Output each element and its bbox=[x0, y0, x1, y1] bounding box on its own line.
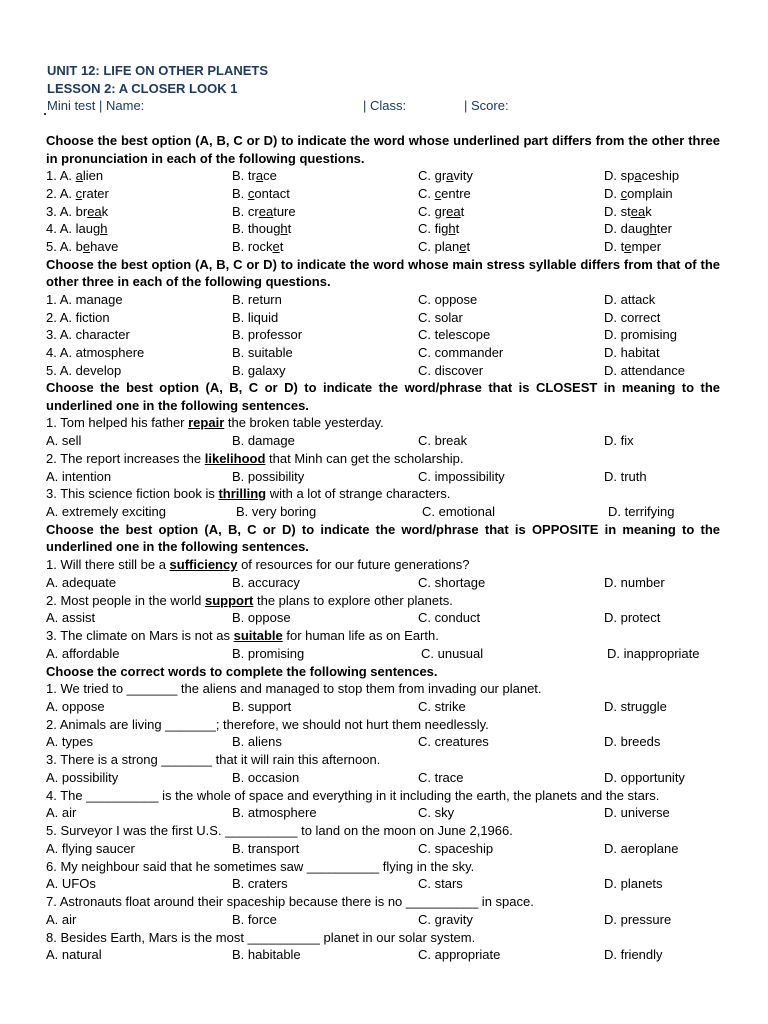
question-stem: 2. Animals are living _______; therefore, we should not hurt them needlessly. bbox=[46, 716, 489, 732]
question-stem: 1. We tried to _______ the aliens and managed to stop them from invading our planet. bbox=[46, 681, 542, 697]
answer-option: D. friendly bbox=[604, 947, 663, 963]
answer-option: D. complain bbox=[604, 185, 673, 201]
answer-option: 1. A. manage bbox=[46, 291, 123, 307]
answer-options-row bbox=[46, 362, 720, 380]
answer-option: A. sell bbox=[46, 433, 82, 449]
answer-option: B. suitable bbox=[232, 344, 293, 360]
answer-options-row bbox=[46, 875, 720, 893]
answer-option: 4. A. atmosphere bbox=[46, 344, 145, 360]
answer-option: A. extremely exciting bbox=[46, 504, 166, 520]
answer-option: D. struggle bbox=[604, 698, 667, 714]
answer-options-row bbox=[46, 946, 720, 964]
answer-option: C. trace bbox=[418, 769, 464, 785]
lesson-title: LESSON 2: A CLOSER LOOK 1 bbox=[47, 81, 238, 96]
answer-option: A. air bbox=[46, 805, 77, 821]
answer-options-row bbox=[46, 733, 720, 751]
answer-option: B. return bbox=[232, 291, 282, 307]
answer-option: D. number bbox=[604, 574, 665, 590]
answer-option: B. damage bbox=[232, 433, 295, 449]
answer-option: D. temper bbox=[604, 238, 662, 254]
answer-option: D. fix bbox=[604, 433, 634, 449]
question-stem: 3. There is a strong _______ that it will rain this afternoon. bbox=[46, 752, 381, 768]
answer-option: C. commander bbox=[418, 344, 504, 360]
answer-options-row bbox=[46, 185, 720, 203]
answer-option: C. gravity bbox=[418, 168, 473, 184]
answer-option: B. force bbox=[232, 911, 277, 927]
answer-option: B. creature bbox=[232, 203, 296, 219]
answer-option: 2. A. fiction bbox=[46, 309, 110, 325]
section-instruction: Choose the best option (A, B, C or D) to indicate the word/phrase that is CLOSEST in meaning to the underlined one in the following sentences. bbox=[46, 380, 720, 413]
answer-option: D. opportunity bbox=[604, 769, 685, 785]
answer-option: B. contact bbox=[232, 185, 290, 201]
answer-option: C. solar bbox=[418, 309, 463, 325]
mini-test-name-label: Mini test | Name: bbox=[47, 98, 145, 113]
answer-option: C. break bbox=[418, 433, 468, 449]
answer-option: 2. A. crater bbox=[46, 185, 109, 201]
answer-option: B. trace bbox=[232, 168, 277, 184]
question-sections bbox=[46, 132, 720, 964]
answer-options-row bbox=[46, 468, 720, 486]
answer-option: A. types bbox=[46, 734, 93, 750]
answer-option: D. correct bbox=[604, 309, 661, 325]
answer-option: C. planet bbox=[418, 238, 471, 254]
answer-option: D. universe bbox=[604, 805, 670, 821]
answer-option: B. support bbox=[232, 698, 292, 714]
answer-option: C. creatures bbox=[418, 734, 489, 750]
answer-option: A. affordable bbox=[46, 645, 120, 661]
answer-option: C. gravity bbox=[418, 911, 473, 927]
answer-option: D. aeroplane bbox=[604, 840, 679, 856]
answer-option: 4. A. laugh bbox=[46, 221, 108, 237]
unit-title: UNIT 12: LIFE ON OTHER PLANETS bbox=[47, 63, 269, 78]
section-instruction: Choose the best option (A, B, C or D) to indicate the word/phrase that is OPPOSITE in meaning to the underlined one in the following sentences. bbox=[46, 521, 720, 555]
answer-option: D. planets bbox=[604, 876, 663, 892]
answer-option: D. truth bbox=[604, 468, 647, 484]
answer-option: D. pressure bbox=[604, 911, 672, 927]
answer-options-row bbox=[46, 432, 720, 450]
section-instruction: Choose the best option (A, B, C or D) to indicate the word whose underlined part differs from the other three in pronunciation in each of the following questions. bbox=[46, 133, 720, 166]
answer-option: D. habitat bbox=[604, 344, 660, 360]
answer-option: 3. A. character bbox=[46, 327, 130, 343]
answer-option: A. flying saucer bbox=[46, 840, 135, 856]
answer-option: B. liquid bbox=[232, 309, 279, 325]
answer-option: D. steak bbox=[604, 203, 652, 219]
answer-options-row bbox=[46, 574, 720, 592]
answer-option: C. shortage bbox=[418, 574, 486, 590]
answer-option: D. daughter bbox=[604, 221, 672, 237]
answer-option: C. discover bbox=[418, 362, 484, 378]
question-stem: 6. My neighbour said that he sometimes saw __________ flying in the sky. bbox=[46, 858, 475, 874]
score-label: | Score: bbox=[464, 98, 509, 113]
answer-option: B. aliens bbox=[232, 734, 282, 750]
answer-option: C. stars bbox=[418, 876, 463, 892]
answer-options-row bbox=[46, 911, 720, 929]
cursor-mark bbox=[44, 113, 46, 115]
answer-options-row bbox=[46, 645, 720, 663]
question-stem: 3. This science fiction book is thrilling with a lot of strange characters. bbox=[46, 486, 451, 502]
answer-option: A. natural bbox=[46, 947, 102, 963]
answer-options-row bbox=[46, 804, 720, 822]
answer-option: A. intention bbox=[46, 468, 112, 484]
answer-option: C. appropriate bbox=[418, 947, 501, 963]
question-stem: 8. Besides Earth, Mars is the most __________ planet in our solar system. bbox=[46, 929, 476, 945]
answer-option: B. craters bbox=[232, 876, 288, 892]
answer-option: B. habitable bbox=[232, 947, 301, 963]
answer-options-row bbox=[46, 769, 720, 787]
answer-option: C. strike bbox=[418, 698, 466, 714]
answer-option: B. possibility bbox=[232, 468, 305, 484]
answer-options-row bbox=[46, 238, 720, 256]
answer-option: B. very boring bbox=[236, 504, 317, 520]
answer-option: B. occasion bbox=[232, 769, 300, 785]
answer-option: C. oppose bbox=[418, 291, 478, 307]
question-stem: 2. Most people in the world support the plans to explore other planets. bbox=[46, 592, 453, 608]
answer-option: C. conduct bbox=[418, 610, 481, 626]
answer-option: D. attack bbox=[604, 291, 656, 307]
answer-option: D. terrifying bbox=[608, 504, 675, 520]
answer-option: C. fight bbox=[418, 221, 460, 237]
answer-option: C. telescope bbox=[418, 327, 491, 343]
answer-options-row bbox=[46, 326, 720, 344]
answer-option: 5. A. develop bbox=[46, 362, 122, 378]
answer-options-row bbox=[46, 309, 720, 327]
question-stem: 5. Surveyor I was the first U.S. __________ to land on the moon on June 2,1966. bbox=[46, 823, 513, 839]
answer-options-row bbox=[46, 291, 720, 309]
answer-options-row bbox=[46, 503, 720, 521]
answer-option: 5. A. behave bbox=[46, 238, 119, 254]
answer-option: B. galaxy bbox=[232, 362, 286, 378]
answer-options-row bbox=[46, 344, 720, 362]
answer-option: A. UFOs bbox=[46, 876, 96, 892]
answer-options-row bbox=[46, 220, 720, 238]
question-stem: 3. The climate on Mars is not as suitable for human life as on Earth. bbox=[46, 628, 439, 644]
answer-option: A. assist bbox=[46, 610, 96, 626]
answer-options-row bbox=[46, 203, 720, 221]
answer-option: A. adequate bbox=[46, 574, 117, 590]
answer-option: C. sky bbox=[418, 805, 455, 821]
answer-options-row bbox=[46, 840, 720, 858]
answer-option: 3. A. break bbox=[46, 203, 109, 219]
answer-option: D. spaceship bbox=[604, 168, 680, 184]
answer-option: A. oppose bbox=[46, 698, 105, 714]
answer-option: B. promising bbox=[232, 645, 305, 661]
answer-option: B. professor bbox=[232, 327, 303, 343]
answer-options-row bbox=[46, 609, 720, 627]
section-instruction: Choose the correct words to complete the following sentences. bbox=[46, 663, 438, 679]
answer-options-row bbox=[46, 698, 720, 716]
answer-option: C. centre bbox=[418, 185, 471, 201]
answer-option: C. impossibility bbox=[418, 468, 505, 484]
answer-option: B. transport bbox=[232, 840, 300, 856]
answer-option: D. breeds bbox=[604, 734, 661, 750]
class-label: | Class: bbox=[363, 98, 407, 113]
answer-option: C. emotional bbox=[422, 504, 495, 520]
answer-option: A. air bbox=[46, 911, 77, 927]
answer-option: B. atmosphere bbox=[232, 805, 317, 821]
answer-option: C. unusual bbox=[421, 645, 484, 661]
answer-options-row bbox=[46, 167, 720, 185]
answer-option: B. rocket bbox=[232, 238, 284, 254]
answer-option: B. accuracy bbox=[232, 574, 300, 590]
answer-option: 1. A. alien bbox=[46, 168, 104, 184]
answer-option: D. inappropriate bbox=[607, 645, 700, 661]
question-stem: 7. Astronauts float around their spaceship because there is no __________ in space. bbox=[46, 894, 534, 910]
answer-option: B. thought bbox=[232, 221, 292, 237]
question-stem: 4. The __________ is the whole of space and everything in it including the earth, the planets and the stars. bbox=[46, 787, 660, 803]
answer-option: A. possibility bbox=[46, 769, 119, 785]
question-stem: 2. The report increases the likelihood that Minh can get the scholarship. bbox=[46, 450, 464, 466]
answer-option: C. great bbox=[418, 203, 465, 219]
answer-option: D. protect bbox=[604, 610, 661, 626]
answer-option: D. promising bbox=[604, 327, 677, 343]
answer-option: D. attendance bbox=[604, 362, 685, 378]
question-stem: 1. Tom helped his father repair the broken table yesterday. bbox=[46, 415, 384, 431]
section-instruction: Choose the best option (A, B, C or D) to indicate the word whose main stress syllable differs from that of the other three in each of the following questions. bbox=[46, 256, 720, 290]
answer-option: B. oppose bbox=[232, 610, 291, 626]
answer-option: C. spaceship bbox=[418, 840, 494, 856]
question-stem: 1. Will there still be a sufficiency of resources for our future generations? bbox=[46, 557, 470, 573]
